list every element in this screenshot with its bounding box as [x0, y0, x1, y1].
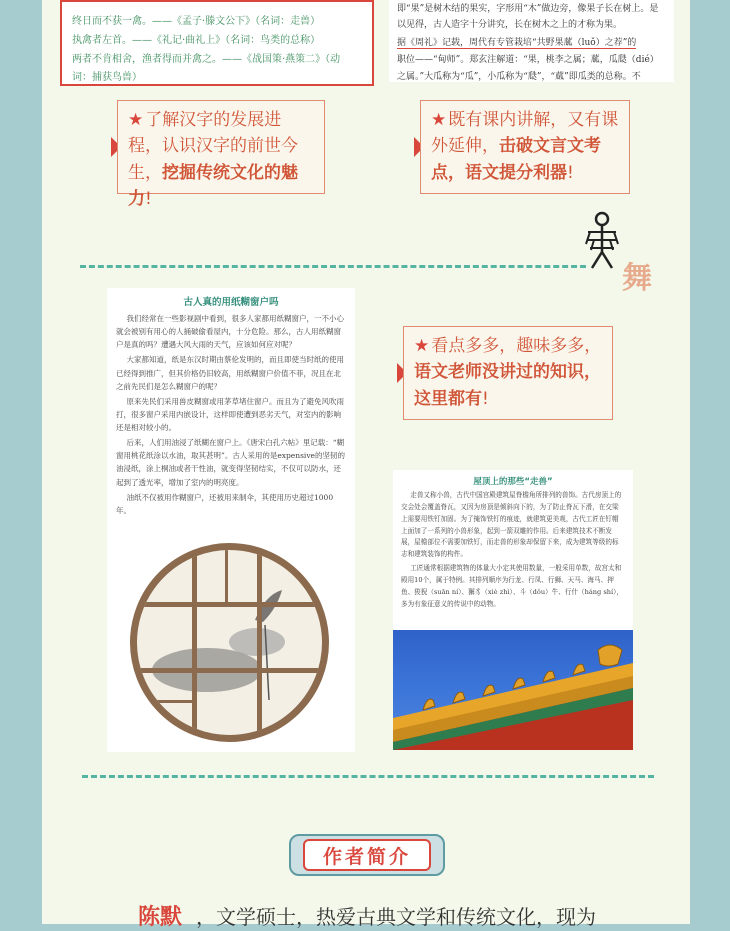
author-badge: [289, 834, 445, 876]
author-intro: [138, 900, 596, 931]
quote-line: 执禽者左首。——《礼记·曲礼上》（名词：鸟类的总称）: [72, 35, 321, 46]
article-title: 屋顶上的那些“走兽”: [473, 477, 553, 487]
dancer-glyph-icon: [582, 210, 622, 272]
roof-photo-image: [393, 630, 633, 750]
dance-character: 舞: [622, 261, 652, 296]
round-window-image: [130, 543, 329, 742]
callout-end: !: [567, 162, 574, 183]
text-line-underlined: 据《周礼》记载，周代有专管栽培“共野果蓏（luǒ）之荐”的: [397, 35, 636, 49]
callout-end: !: [145, 189, 152, 210]
text-card: [389, 0, 674, 82]
article-paragraph: 原来先民们采用兽皮糊窗或用茅草堵住窗户。而且为了避免风吹雨打，很多窗户采用内嵌设计，这样即使遭到恶劣天气，对室内的影响还是相对较小的。: [116, 396, 344, 432]
article-paragraph: 后来，人们用油浸了纸糊在窗户上。《唐宋白孔六帖》里记载：“糊窗用桃花纸涂以水油，取其甚明”。古人采用的是expensive的坚韧的油浸纸，涂上桐油或者干性油，就变得坚韧结实，不仅可以防水，还起到了透光率，增加了室内的明亮度。: [116, 438, 345, 487]
callout-bold-text: 挖掘传统文化的魅力: [128, 162, 298, 210]
callout-bold-text: 语文老师没讲过的知识，这里都有: [414, 362, 601, 409]
page-panel: [42, 0, 690, 930]
text-line: 职位——“甸师”。郑玄注解道：“果，桃李之属；蓏，瓜瓞（dié）: [397, 55, 659, 65]
text-line: 以见得，古人造字十分讲究，长在树木之上的才称为果。: [397, 20, 623, 30]
quote-line: 词：捕获鸟兽）: [72, 72, 142, 83]
article-paragraph: 工匠通常根据建筑物的体量大小定其使用数量，一般采用单数，故宫太和殿用10个，属于特例。其排列顺序为行龙、行凤、行狮、天马、海马、押鱼、狻猊（suān ní）、獬豸（xiè zhì）、斗（dǒu）牛、行什（háng shí），多为有象征意义的传说中的动物。: [401, 564, 623, 608]
star-icon: ★: [414, 336, 430, 356]
callout-fun: [403, 326, 613, 420]
dashed-divider: [80, 265, 586, 268]
quote-line: 两者不肯相舍，渔者得而并禽之。——《战国策·燕策二》（动: [72, 54, 341, 65]
article-paragraph: 大家都知道，纸是东汉时期由蔡伦发明的，而且即使当时纸的使用已经得到推广，但其价格仍旧较高，用纸糊窗户价值不菲，况且在北之前先民们是怎么糊窗户的呢？: [116, 355, 344, 391]
star-icon: ★: [431, 110, 447, 130]
article-roof-beasts: [393, 470, 633, 750]
star-icon: ★: [128, 110, 144, 130]
author-intro-text: ，文学硕士，热爱古典文学和传统文化，现为: [196, 905, 597, 929]
callout-exam: [420, 100, 630, 194]
callout-normal-text: 了解汉字的发展进程，认识汉字的前世今生，: [128, 110, 298, 183]
quote-card: [60, 0, 374, 86]
author-name: 陈默: [138, 905, 183, 930]
text-line: 即“果”是树木结的果实，字形用“木”做边旁，像果子长在树上。是: [397, 4, 659, 14]
callout-bold-text: 击破文言文考点，语文提分利器: [431, 136, 601, 183]
callout-normal-text: 看点多多，趣味多多，: [431, 336, 602, 356]
callout-normal-text: 既有课内讲解，又有课外延伸，: [431, 110, 619, 157]
quote-line: 终日而不获一禽。——《孟子·滕文公下》（名词：走兽）: [72, 16, 321, 27]
article-paragraph: 走兽又称小兽，古代中国宫殿建筑屋脊檐角所排列的兽饰。古代房顶上的交会处会覆盖脊瓦，又因为房顶是倾斜向下的，为了防止脊瓦下滑，在交梁上需要用铁钉加固。为了掩饰铁钉的痕迹，就建筑更美观，古代工匠在钉帽上面加了一系列的小兽形象，起到一箭双雕的作用。后来建筑技术不断发展，屋檐部位不需要加铁钉，而走兽的形象却保留下来，成为建筑等级的标志和建筑装饰的构件。: [401, 491, 622, 559]
callout-history: [117, 100, 325, 210]
article-paragraph: 我们经常在一些影视剧中看到，很多人家都用纸糊窗户，一不小心就会被别有用心的人捅破偷看屋内，十分危险。那么，古人用纸糊窗户是真的吗？遭遇大风大雨的天气，应该如何应对呢？: [116, 314, 344, 350]
author-badge-label: 作者简介: [303, 839, 431, 871]
callout-end: !: [482, 388, 489, 409]
dashed-divider: [82, 775, 654, 778]
article-paper-window: [107, 288, 355, 752]
article-paragraph: 油纸不仅被用作糊窗户，还被用来制伞，其使用历史超过1000年。: [116, 492, 334, 515]
text-line: 之属。”大瓜称为“瓜”，小瓜称为“瓞”，“蓏”即瓜类的总称。不: [397, 72, 641, 82]
article-title: 古人真的用纸糊窗户吗: [183, 297, 279, 308]
